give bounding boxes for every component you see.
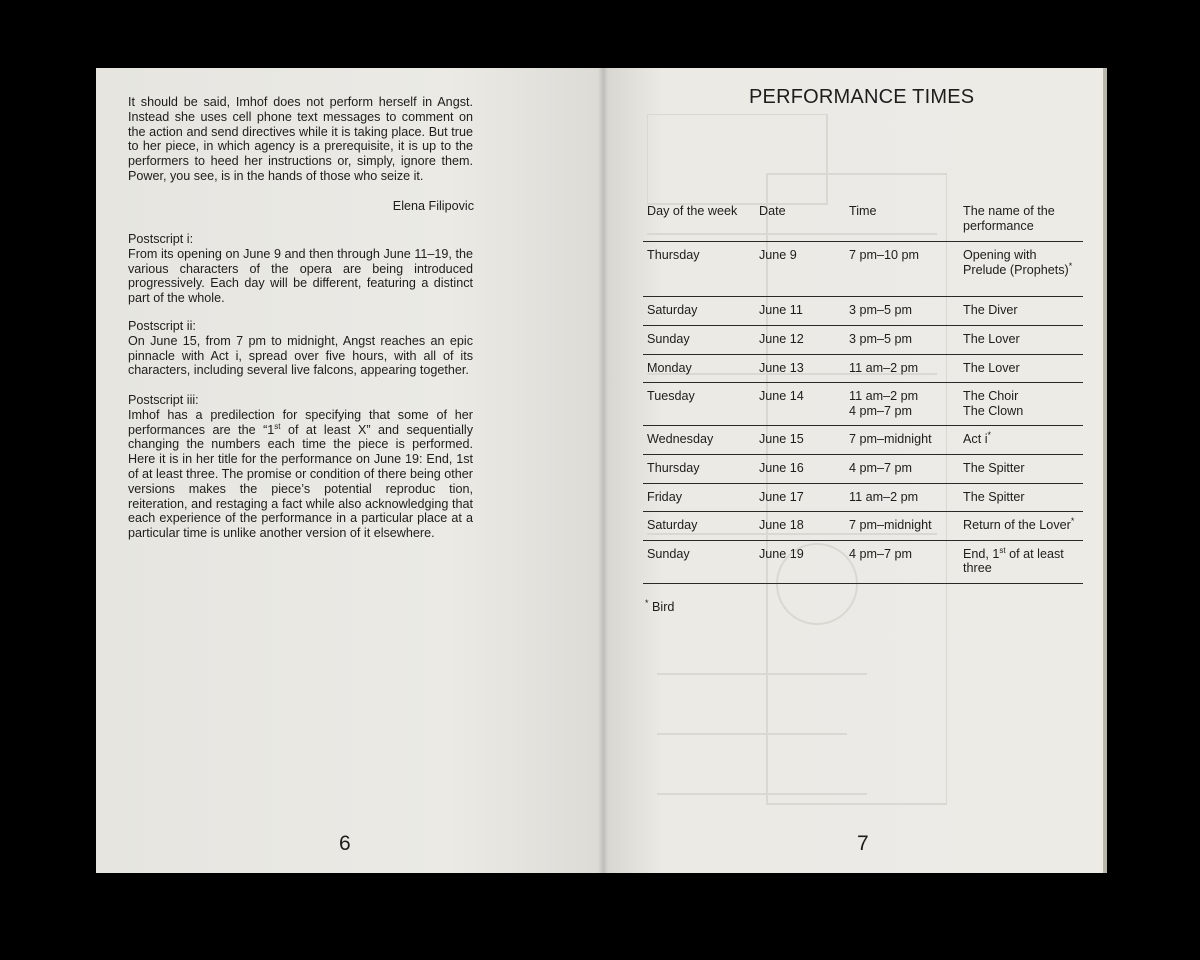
cell-name bbox=[959, 426, 1083, 455]
cell-name: The Lover bbox=[963, 331, 1020, 346]
table-row bbox=[643, 540, 1083, 583]
postscript-3-text-b: of at least X” and sequentially changing the numbers each time the piece is performed. Here it is in her title for the performance on June 19: End, 1st of at least three. The promise or condition of there being other versions makes the piece’s potential reproduc tion, reiteration, and restaging a fact while also acknowledging that each experience of the performance in a particular place at a particular time is unlike another version of it elsewhere. bbox=[128, 422, 473, 541]
postscript-1-text: From its opening on June 9 and then through June 11–19, the various characters of the opera are being introduced progressively. Each day will be different, featuring a distinct part of the whole. bbox=[128, 246, 473, 306]
table-row bbox=[643, 354, 1083, 383]
performance-name: The Clown bbox=[963, 403, 1024, 418]
header-date: Date bbox=[759, 204, 786, 218]
postscript-3 bbox=[128, 393, 473, 541]
essay-paragraph bbox=[128, 95, 473, 184]
author-signature: Elena Filipovic bbox=[392, 199, 474, 213]
time-slot: 11 am–2 pm bbox=[849, 389, 919, 404]
postscript-2-title: Postscript ii: bbox=[128, 319, 196, 333]
cell-name: The Spitter bbox=[963, 489, 1025, 504]
performance-name: Act i bbox=[963, 432, 988, 447]
time-slot: 4 pm–7 pm bbox=[849, 403, 912, 418]
postscript-2-text: On June 15, from 7 pm to midnight, Angst reaches an epic pinnacle with Act i, spread over five hours, with all of its characters, including several live falcons, appearing together. bbox=[128, 333, 473, 378]
superscript: st bbox=[274, 421, 281, 431]
postscript-3-text-a: Imhof has a predilection for specifying that some of her performances are the “1 bbox=[128, 407, 473, 437]
cell-time: 7 pm–10 pm bbox=[849, 248, 920, 263]
cell-day: Saturday bbox=[647, 303, 698, 318]
page-title: PERFORMANCE TIMES bbox=[749, 86, 975, 108]
cell-day: Sunday bbox=[647, 546, 690, 561]
page-number-right: 7 bbox=[857, 832, 869, 855]
postscript-1 bbox=[128, 232, 473, 306]
footnote-text: Bird bbox=[648, 600, 675, 614]
cell-day: Saturday bbox=[647, 518, 698, 533]
book-gutter-shadow bbox=[598, 68, 608, 873]
performance-times-table bbox=[643, 198, 1083, 584]
cell-name bbox=[959, 383, 1083, 426]
cell-date: June 13 bbox=[759, 360, 804, 375]
cell-time: 3 pm–5 pm bbox=[849, 303, 912, 318]
left-page bbox=[96, 68, 603, 873]
cell-time bbox=[845, 383, 959, 426]
cell-name: The Diver bbox=[963, 303, 1018, 318]
cell-day: Thursday bbox=[647, 460, 700, 475]
postscript-3-text bbox=[128, 408, 473, 541]
table-row bbox=[643, 512, 1083, 541]
table-header-row bbox=[643, 198, 1083, 242]
cell-day: Wednesday bbox=[647, 432, 714, 447]
cell-date: June 11 bbox=[759, 303, 803, 318]
header-name: The name of the performance bbox=[963, 204, 1055, 233]
table-row bbox=[643, 325, 1083, 354]
superscript: st bbox=[999, 545, 1006, 555]
essay-paragraph-text: It should be said, Imhof does not perform herself in Angst. Instead she uses cell phone text messages to comment on the action and send directives while it is taking place. But true to her piece, in which agency is a prerequisite, it is up to the performers to heed her instructions or, simply, ignore them. Power, you see, is in the hands of those who seize it. bbox=[128, 95, 473, 183]
table-row bbox=[643, 483, 1083, 512]
cell-date: June 18 bbox=[759, 518, 804, 533]
right-page bbox=[603, 68, 1104, 873]
performance-name: The Choir bbox=[963, 389, 1019, 404]
page-number-left: 6 bbox=[339, 832, 351, 855]
table-row bbox=[643, 426, 1083, 455]
cell-name: The Lover bbox=[963, 360, 1020, 375]
footnote-asterisk: * bbox=[1070, 515, 1075, 526]
footnote bbox=[645, 597, 675, 614]
performance-name-b: of at least three bbox=[963, 546, 1064, 576]
footnote-asterisk: * bbox=[987, 430, 992, 441]
table-row bbox=[643, 242, 1083, 297]
cell-name bbox=[959, 540, 1083, 583]
cell-time: 11 am–2 pm bbox=[849, 360, 919, 375]
cell-name bbox=[959, 512, 1083, 541]
footnote-asterisk: * bbox=[645, 597, 649, 608]
cell-date: June 15 bbox=[759, 432, 804, 447]
cell-time: 7 pm–midnight bbox=[849, 518, 932, 533]
cell-day: Friday bbox=[647, 489, 682, 504]
cell-day: Sunday bbox=[647, 331, 690, 346]
performance-name-a: End, 1 bbox=[963, 546, 1000, 561]
cell-name: The Spitter bbox=[963, 460, 1025, 475]
cell-time: 4 pm–7 pm bbox=[849, 460, 912, 475]
performance-name: Return of the Lover bbox=[963, 518, 1071, 533]
cell-date: June 16 bbox=[759, 460, 804, 475]
postscript-3-title: Postscript iii: bbox=[128, 393, 199, 407]
cell-name bbox=[959, 242, 1083, 297]
table-row bbox=[643, 297, 1083, 326]
cell-date: June 19 bbox=[759, 546, 804, 561]
cell-day: Thursday bbox=[647, 248, 700, 263]
table-row bbox=[643, 383, 1083, 426]
header-time: Time bbox=[849, 204, 877, 218]
performance-name: Opening with Prelude (Prophets) bbox=[963, 248, 1069, 277]
cell-date: June 9 bbox=[759, 248, 797, 263]
postscript-2 bbox=[128, 319, 473, 378]
cell-date: June 14 bbox=[759, 389, 804, 404]
cell-time: 3 pm–5 pm bbox=[849, 331, 912, 346]
cell-date: June 17 bbox=[759, 489, 804, 504]
cell-time: 7 pm–midnight bbox=[849, 432, 932, 447]
cell-date: June 12 bbox=[759, 331, 804, 346]
cell-time: 4 pm–7 pm bbox=[849, 546, 912, 561]
cell-day: Monday bbox=[647, 360, 692, 375]
header-day: Day of the week bbox=[647, 204, 738, 218]
postscript-1-title: Postscript i: bbox=[128, 232, 194, 246]
table-row bbox=[643, 454, 1083, 483]
footnote-asterisk: * bbox=[1068, 260, 1073, 271]
cell-time: 11 am–2 pm bbox=[849, 489, 919, 504]
cell-day: Tuesday bbox=[647, 389, 695, 404]
page-stack-edge bbox=[1103, 68, 1107, 873]
